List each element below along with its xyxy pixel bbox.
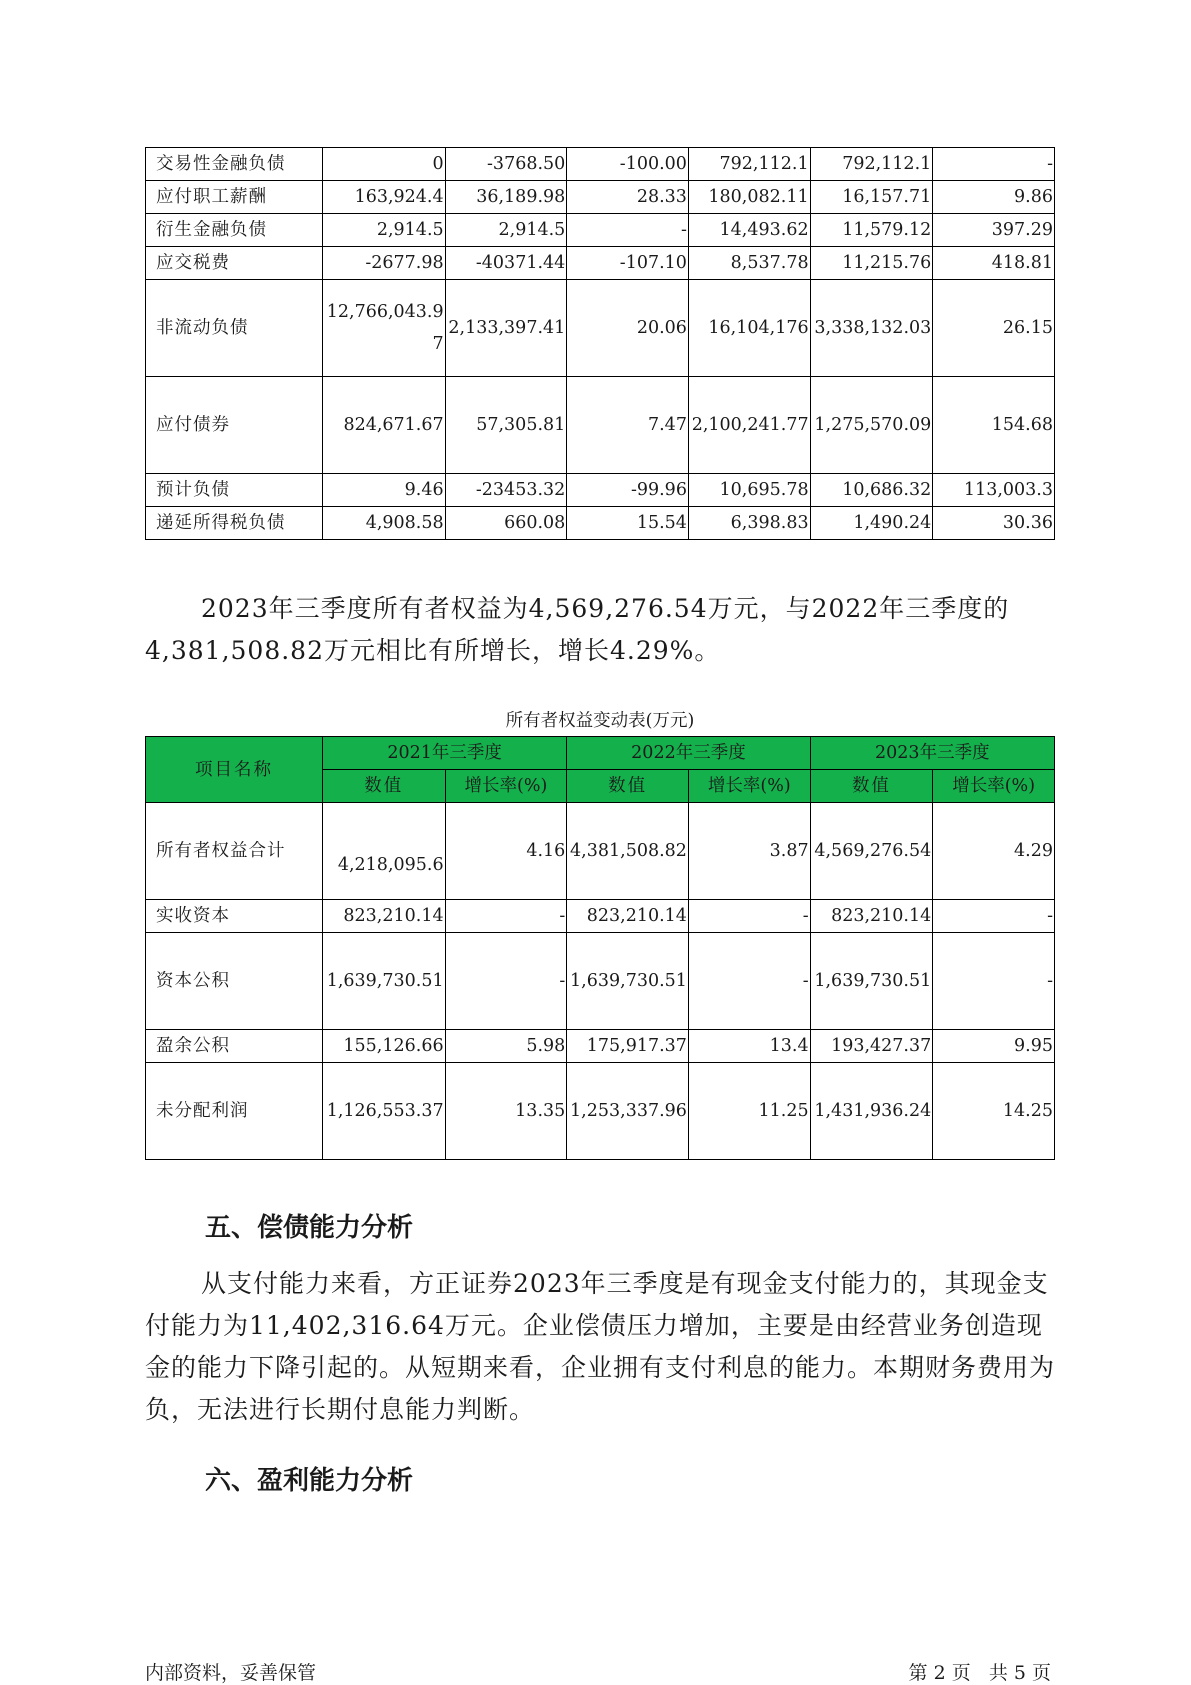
cell: 9.46	[322, 474, 445, 507]
row-label: 所有者权益合计	[146, 803, 323, 900]
cell: 4,908.58	[322, 507, 445, 540]
table-row	[146, 280, 1055, 377]
cell: 154.68	[933, 377, 1055, 474]
row-label: 递延所得税负债	[146, 507, 323, 540]
cell: 10,695.78	[688, 474, 810, 507]
cell	[688, 377, 810, 474]
header-row	[146, 737, 1055, 770]
cell: 11,579.12	[810, 214, 933, 247]
cell: -	[445, 933, 567, 1030]
cell: 1,490.24	[810, 507, 933, 540]
liabilities-table	[145, 147, 1055, 540]
header-value: 数值	[567, 770, 689, 803]
row-label: 未分配利润	[146, 1063, 323, 1160]
cell	[322, 1063, 445, 1160]
cell: 193,427.37	[810, 1030, 933, 1063]
row-label: 非流动负债	[146, 280, 323, 377]
table-row	[146, 474, 1055, 507]
cell: -	[933, 933, 1055, 1030]
row-label: 应付职工薪酬	[146, 181, 323, 214]
cell: 113,003.3	[933, 474, 1055, 507]
header-growth: 增长率(%)	[445, 770, 567, 803]
cell	[810, 933, 933, 1030]
cell	[567, 803, 689, 900]
cell-value: 12,766,043.97	[326, 302, 444, 354]
cell: 824,671.67	[322, 377, 445, 474]
cell-value: 4,569,276.54	[814, 841, 932, 861]
table-row	[146, 933, 1055, 1030]
cell: 30.36	[933, 507, 1055, 540]
cell: 26.15	[933, 280, 1055, 377]
cell: 180,082.11	[688, 181, 810, 214]
cell: 823,210.14	[322, 900, 445, 933]
row-label: 交易性金融负债	[146, 148, 323, 181]
cell	[810, 1063, 933, 1160]
cell-value: 2,100,241.77	[691, 415, 809, 435]
cell-value: 4,218,095.6	[337, 855, 444, 875]
cell: 660.08	[445, 507, 567, 540]
cell: 13.35	[445, 1063, 567, 1160]
cell: 7.47	[567, 377, 689, 474]
cell: 15.54	[567, 507, 689, 540]
cell-value: 2,133,397.41	[448, 318, 566, 338]
row-label: 实收资本	[146, 900, 323, 933]
cell: 397.29	[933, 214, 1055, 247]
cell	[810, 803, 933, 900]
cell	[445, 280, 567, 377]
cell: -	[688, 933, 810, 1030]
cell: -100.00	[567, 148, 689, 181]
cell-value: 1,639,730.51	[326, 971, 444, 991]
cell	[567, 933, 689, 1030]
cell: 11,215.76	[810, 247, 933, 280]
cell: 175,917.37	[567, 1030, 689, 1063]
cell-value: 4,381,508.82	[570, 841, 687, 861]
equity-change-table	[145, 736, 1055, 1160]
cell-value: 1,431,936.24	[814, 1101, 932, 1121]
cell: 418.81	[933, 247, 1055, 280]
cell	[322, 280, 445, 377]
cell: 2,914.5	[445, 214, 567, 247]
row-label: 预计负债	[146, 474, 323, 507]
table-row	[146, 900, 1055, 933]
cell-value: 1,275,570.09	[814, 415, 932, 435]
cell-value: 1,639,730.51	[570, 971, 687, 991]
cell: -	[933, 148, 1055, 181]
cell: 11.25	[688, 1063, 810, 1160]
cell	[322, 803, 445, 900]
cell: 0	[322, 148, 445, 181]
row-label: 应交税费	[146, 247, 323, 280]
solvency-paragraph: 从支付能力来看，方正证券2023年三季度是有现金支付能力的，其现金支付能力为11,402,316.64万元。企业偿债压力增加，主要是由经营业务创造现金的能力下降引起的。从短期来看，企业拥有支付利息的能力。本期财务费用为负，无法进行长期付息能力判断。	[145, 1269, 1056, 1424]
cell	[810, 280, 933, 377]
cell: 8,537.78	[688, 247, 810, 280]
cell: -23453.32	[445, 474, 567, 507]
header-year: 2022年三季度	[567, 737, 810, 770]
header-item-name: 项目名称	[146, 737, 323, 803]
table-row	[146, 181, 1055, 214]
cell: 823,210.14	[567, 900, 689, 933]
cell: 5.98	[445, 1030, 567, 1063]
cell: 163,924.4	[322, 181, 445, 214]
cell: 2,914.5	[322, 214, 445, 247]
cell: -2677.98	[322, 247, 445, 280]
header-value: 数值	[810, 770, 933, 803]
cell: -3768.50	[445, 148, 567, 181]
cell: -	[567, 214, 689, 247]
cell-value: 1,639,730.51	[814, 971, 932, 991]
cell: 792,112.1	[688, 148, 810, 181]
cell: 28.33	[567, 181, 689, 214]
table-row	[146, 507, 1055, 540]
cell: -	[445, 900, 567, 933]
cell: 16,104,176	[688, 280, 810, 377]
cell: 4.16	[445, 803, 567, 900]
cell	[810, 377, 933, 474]
footer-confidential-note: 内部资料，妥善保管	[145, 1662, 317, 1684]
cell-value: 3,338,132.03	[814, 318, 932, 338]
table-row	[146, 803, 1055, 900]
cell	[567, 1063, 689, 1160]
table-row	[146, 377, 1055, 474]
header-growth: 增长率(%)	[933, 770, 1055, 803]
row-label: 盈余公积	[146, 1030, 323, 1063]
header-year: 2023年三季度	[810, 737, 1054, 770]
cell-value: 1,253,337.96	[570, 1101, 687, 1121]
table-row	[146, 247, 1055, 280]
table-row	[146, 214, 1055, 247]
cell: 57,305.81	[445, 377, 567, 474]
section-heading-solvency: 五、偿债能力分析	[205, 1213, 414, 1243]
equity-summary-paragraph: 2023年三季度所有者权益为4,569,276.54万元，与2022年三季度的4,381,508.82万元相比有所增长，增长4.29%。	[145, 594, 1010, 665]
header-value: 数值	[322, 770, 445, 803]
row-label: 资本公积	[146, 933, 323, 1030]
cell: 792,112.1	[810, 148, 933, 181]
row-label: 应付债券	[146, 377, 323, 474]
cell: 3.87	[688, 803, 810, 900]
cell: -40371.44	[445, 247, 567, 280]
cell: 823,210.14	[810, 900, 933, 933]
cell: 155,126.66	[322, 1030, 445, 1063]
cell-value: 1,126,553.37	[326, 1101, 444, 1121]
row-label: 衍生金融负债	[146, 214, 323, 247]
cell: -99.96	[567, 474, 689, 507]
table-caption: 所有者权益变动表(万元)	[505, 711, 695, 731]
cell: 9.95	[933, 1030, 1055, 1063]
cell: 9.86	[933, 181, 1055, 214]
footer-page-number: 第 2 页 共 5 页	[908, 1662, 1051, 1684]
cell: -	[933, 900, 1055, 933]
cell: -	[688, 900, 810, 933]
cell: 10,686.32	[810, 474, 933, 507]
cell: 4.29	[933, 803, 1055, 900]
cell: 20.06	[567, 280, 689, 377]
cell: -107.10	[567, 247, 689, 280]
cell: 13.4	[688, 1030, 810, 1063]
header-growth: 增长率(%)	[688, 770, 810, 803]
cell: 36,189.98	[445, 181, 567, 214]
cell: 6,398.83	[688, 507, 810, 540]
cell: 14,493.62	[688, 214, 810, 247]
cell: 14.25	[933, 1063, 1055, 1160]
table-row	[146, 148, 1055, 181]
table-row	[146, 1063, 1055, 1160]
cell	[322, 933, 445, 1030]
header-year: 2021年三季度	[322, 737, 566, 770]
table-row	[146, 1030, 1055, 1063]
section-heading-profitability: 六、盈利能力分析	[205, 1466, 414, 1496]
cell: 16,157.71	[810, 181, 933, 214]
